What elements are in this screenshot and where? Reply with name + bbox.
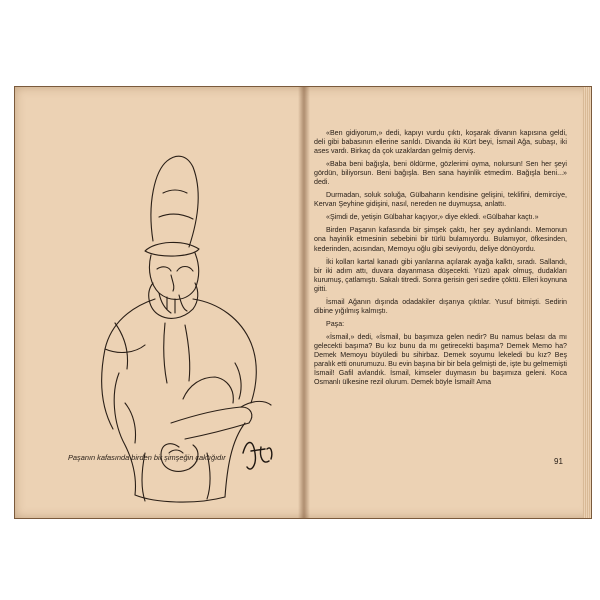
paragraph: «Şimdi de, yetişin Gülbahar kaçıyor,» diye ekledi. «Gülbahar kaçtı.» [326,213,539,222]
paragraph: Durmadan, soluk soluğa, Gülbaharın kendisine gelişini, teklifini, demirciye, Kervan Şeyhine gidişini, nasıl, nereden ne duymuşsa, anlattı. [314,191,567,209]
page-edges [583,87,591,518]
paragraph: Birden Paşanın kafasında bir şimşek çaktı, her şey aydınlandı. Memonun ona hayinlik etmesinin sebebini bir türlü bulamıyordu. Bulamıyor, öfkesinden, kederinden, acısından, Memoyu oğlu gibi seviyordu, deliye dönüyordu. [314,226,567,253]
paragraph: «Ben gidiyorum,» dedi, kapıyı vurdu çıktı, koşarak divanın kapısına geldi, deli gibi babasının ellerine sarıldı. Divanda iki Kürt beyi, İsmail Ağa, subaşı, iki ases vardı. Birkaç da çok uzaklardan gelmiş derviş. [314,129,567,156]
paragraph: «Baba beni bağışla, beni öldürme, gözlerimi oyma, nolursun! Sen her şeyi gördün, biliyorsun. Beni bağışla. Ben sana hayinlik etmedim. Bağışla beni...» dedi. [314,160,567,187]
page-number: 91 [554,457,563,466]
paragraph: İsmail Ağanın dışında odadakiler dışarıya çıktılar. Yusuf bitmişti. Sedirin dibine yığılmış kalmıştı. [314,297,567,315]
paragraph: İki kolları kartal kanadı gibi yanlarına açılarak ayağa kalktı, sıradı. Sallandı, bir iki adım attı, duvara dayanmasa düşecekti. Yüzü apak olmuş, dudakları kurumuş, çatlamıştı. Sakalı titredi. Sonra gerisin geri sedire çöktü. Elleri koynuna gitti. [314,257,567,293]
paragraph: «İsmail,» dedi, «İsmail, bu başımıza gelen nedir? Bu namus belası da mı gelecekti başıma? Bu kız bunu da mı getirecekti başıma? Demek Memo ha? Demek Memoyu büyüledi bu sihirbaz. Demek soyumu lekeledi bu kız? Beş paralık etti onurumuzu. Bu evin başına bir bir bela gelmişti de, işte bu gelmemişti İsmail! Gafil avlandık. İsmail, kimseler duymasın bu başımıza geleni. Koca Osmanlı ülkesine rezil olurum. Demek böyle İsmail! Ama [314,332,567,387]
illustration-caption: Paşanın kafasında birden bir şimşeğin çaktığıdır [68,453,226,462]
body-text [314,129,567,391]
paragraph: Paşa: [326,319,345,328]
